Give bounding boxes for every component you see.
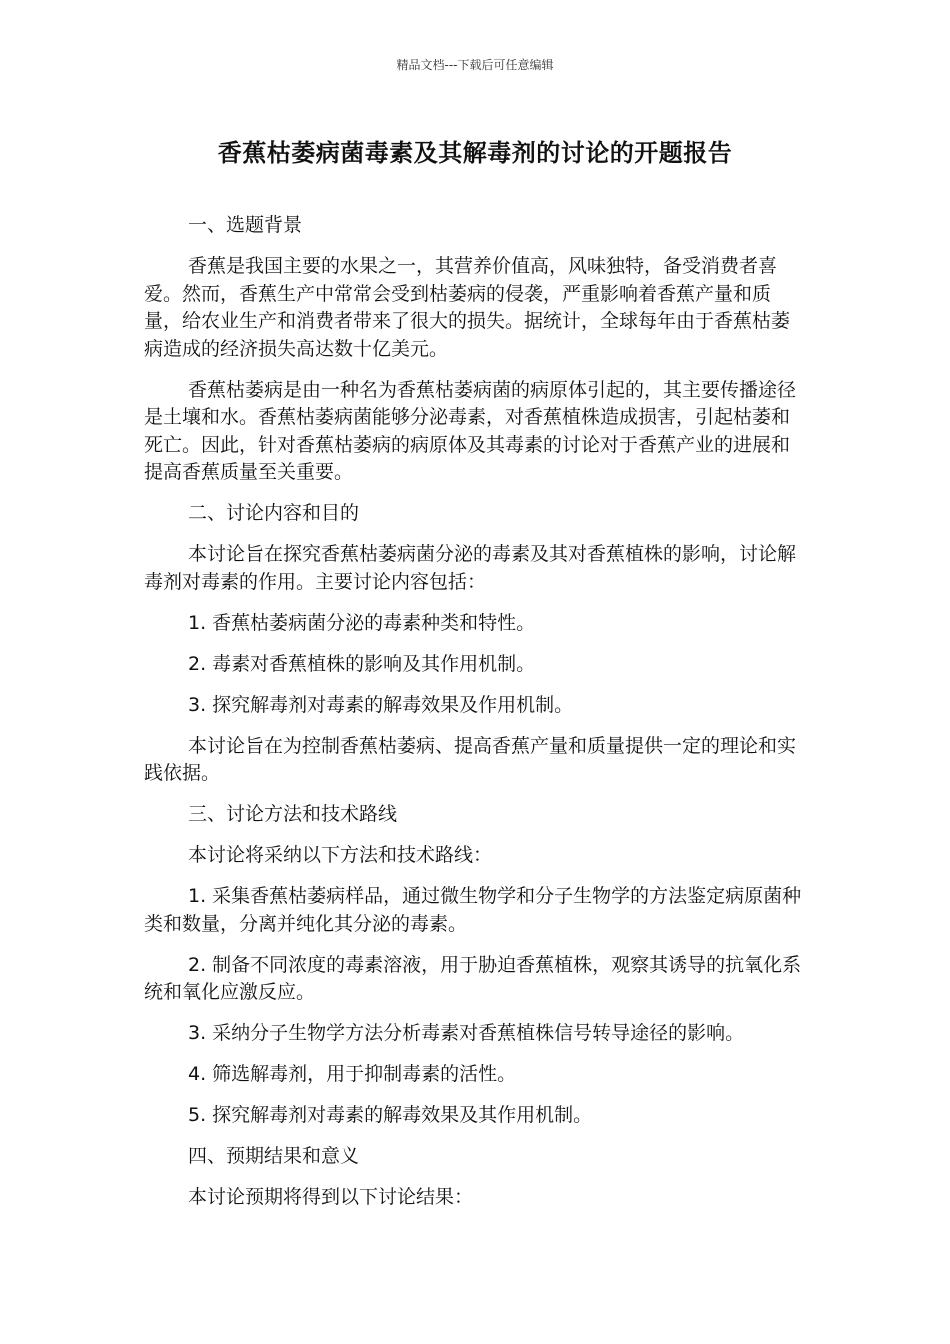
document-title: 香蕉枯萎病菌毒素及其解毒剂的讨论的开题报告 [217,139,733,167]
paragraph-background-1: 香蕉是我国主要的水果之一，其营养价值高，风味独特，备受消费者喜爱。然而，香蕉生产中常常会受到枯萎病的侵袭，严重影响着香蕉产量和质量，给农业生产和消费者带来了很大的损失。据统计，全球每年由于香蕉枯萎病造成的经济损失高达数十亿美元。 [144,255,791,360]
paragraph-background-2: 香蕉枯萎病是由一种名为香蕉枯萎病菌的病原体引起的，其主要传播途径是土壤和水。香蕉枯萎病菌能够分泌毒素，对香蕉植株造成损害，引起枯萎和死亡。因此，针对香蕉枯萎病的病原体及其毒素的讨论对于香蕉产业的进展和提高香蕉质量至关重要。 [144,378,797,483]
list-item-method-2: 2. 制备不同浓度的毒素溶液，用于胁迫香蕉植株，观察其诱导的抗氧化系统和氧化应激反应。 [144,953,802,1003]
list-item-content-3: 3. 探究解毒剂对毒素的解毒效果及作用机制。 [188,693,574,716]
list-item-method-5: 5. 探究解毒剂对毒素的解毒效果及其作用机制。 [188,1104,593,1126]
section-heading-content-purpose: 二、讨论内容和目的 [188,502,360,524]
list-item-content-1: 1. 香蕉枯萎病菌分泌的毒素种类和特性。 [188,611,536,634]
section-heading-methods: 三、讨论方法和技术路线 [188,803,398,825]
section-heading-expected-results: 四、预期结果和意义 [188,1145,360,1167]
paragraph-content-purpose: 本讨论旨在为控制香蕉枯萎病、提高香蕉产量和质量提供一定的理论和实践依据。 [144,734,797,784]
list-item-method-4: 4. 筛选解毒剂，用于抑制毒素的活性。 [188,1063,517,1085]
paragraph-methods-intro: 本讨论将采纳以下方法和技术路线： [188,844,493,866]
list-item-method-1: 1. 采集香蕉枯萎病样品，通过微生物学和分子生物学的方法鉴定病原菌种类和数量，分离并纯化其分泌的毒素。 [144,885,802,935]
section-heading-background: 一、选题背景 [188,214,303,236]
list-item-method-3: 3. 采纳分子生物学方法分析毒素对香蕉植株信号转导途径的影响。 [188,1022,745,1044]
paragraph-content-intro: 本讨论旨在探究香蕉枯萎病菌分泌的毒素及其对香蕉植株的影响，讨论解毒剂对毒素的作用。主要讨论内容包括： [144,543,797,593]
list-item-content-2: 2. 毒素对香蕉植株的影响及其作用机制。 [188,652,536,675]
document-body [144,212,804,1225]
header-watermark: 精品文档---下载后可任意编辑 [396,58,554,72]
paragraph-expected-results-intro: 本讨论预期将得到以下讨论结果： [188,1186,474,1208]
